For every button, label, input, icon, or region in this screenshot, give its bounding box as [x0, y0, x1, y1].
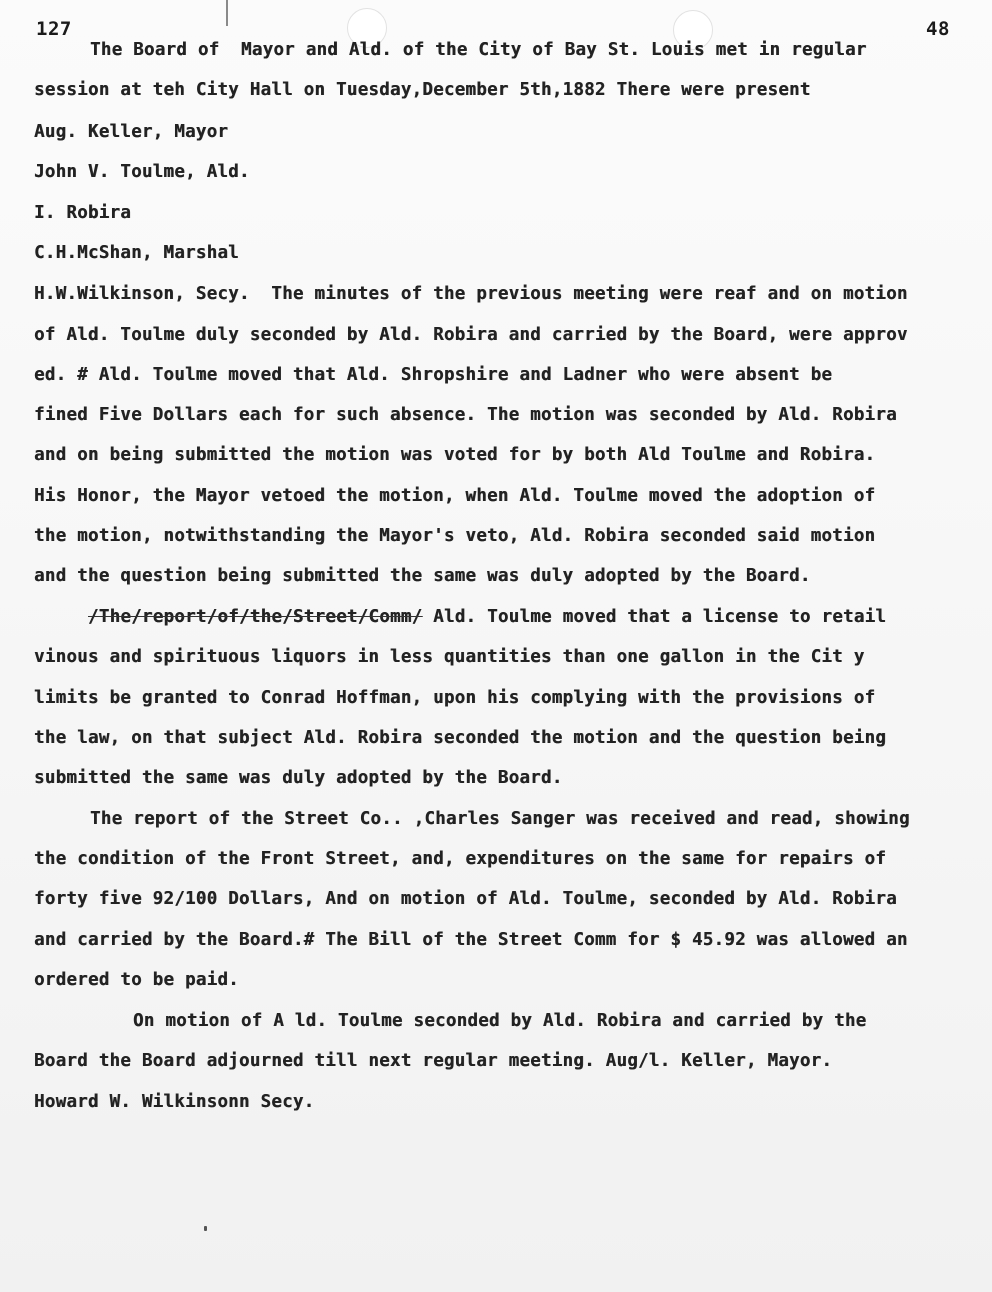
text-line-8: of Ald. Toulme duly seconded by Ald. Robira and carried by the Board, were approv [34, 325, 908, 345]
text-line-9: ed. # Ald. Toulme moved that Ald. Shropshire and Ladner who were absent be [34, 365, 833, 385]
text-line-19: submitted the same was duly adopted by the Board. [34, 768, 563, 788]
text-line-23: and carried by the Board.# The Bill of the Street Comm for $ 45.92 was allowed an [34, 930, 908, 950]
text-line-6: C.H.McShan, Marshal [34, 243, 239, 263]
text-line-18: the law, on that subject Ald. Robira seconded the motion and the question being [34, 728, 887, 748]
text-line-10: fined Five Dollars each for such absence. The motion was seconded by Ald. Robira [34, 405, 897, 425]
text-line-2: session at teh City Hall on Tuesday,December 5th,1882 There were present [34, 80, 811, 100]
ink-speck [204, 1226, 207, 1231]
text-line-11: and on being submitted the motion was voted for by both Ald Toulme and Robira. [34, 445, 876, 465]
text-line-5: I. Robira [34, 203, 132, 223]
text-line-13: the motion, notwithstanding the Mayor's veto, Ald. Robira seconded said motion [34, 526, 876, 546]
text-line-15 [88, 607, 886, 627]
text-line-3: Aug. Keller, Mayor [34, 122, 229, 142]
text-line-1: The Board of Mayor and Ald. of the City of Bay St. Louis met in regular [90, 40, 867, 60]
paper-mark [226, 0, 228, 26]
text-line-26: Board the Board adjourned till next regular meeting. Aug/l. Keller, Mayor. [34, 1051, 833, 1071]
text-line-14: and the question being submitted the same was duly adopted by the Board. [34, 566, 811, 586]
text-line-12: His Honor, the Mayor vetoed the motion, when Ald. Toulme moved the adoption of [34, 486, 876, 506]
text-line-4: John V. Toulme, Ald. [34, 162, 250, 182]
text-line-27: Howard W. Wilkinsonn Secy. [34, 1092, 315, 1112]
text-line-15-rest: Ald. Toulme moved that a license to retail [422, 607, 887, 627]
struck-through-text: /The/report/of/the/Street/Comm/ [88, 607, 423, 627]
page-number-left: 127 [36, 18, 72, 40]
text-line-16: vinous and spirituous liquors in less quantities than one gallon in the Cit y [34, 647, 865, 667]
text-line-24: ordered to be paid. [34, 970, 239, 990]
text-line-22: forty five 92/100 Dollars, And on motion of Ald. Toulme, seconded by Ald. Robira [34, 889, 897, 909]
text-line-20: The report of the Street Co.. ,Charles Sanger was received and read, showing [90, 809, 910, 829]
text-line-17: limits be granted to Conrad Hoffman, upon his complying with the provisions of [34, 688, 876, 708]
page-number-right: 48 [926, 18, 950, 40]
text-line-7: H.W.Wilkinson, Secy. The minutes of the previous meeting were reaf and on motion [34, 284, 908, 304]
text-line-21: the condition of the Front Street, and, expenditures on the same for repairs of [34, 849, 887, 869]
text-line-25: On motion of A ld. Toulme seconded by Ald. Robira and carried by the [133, 1011, 867, 1031]
